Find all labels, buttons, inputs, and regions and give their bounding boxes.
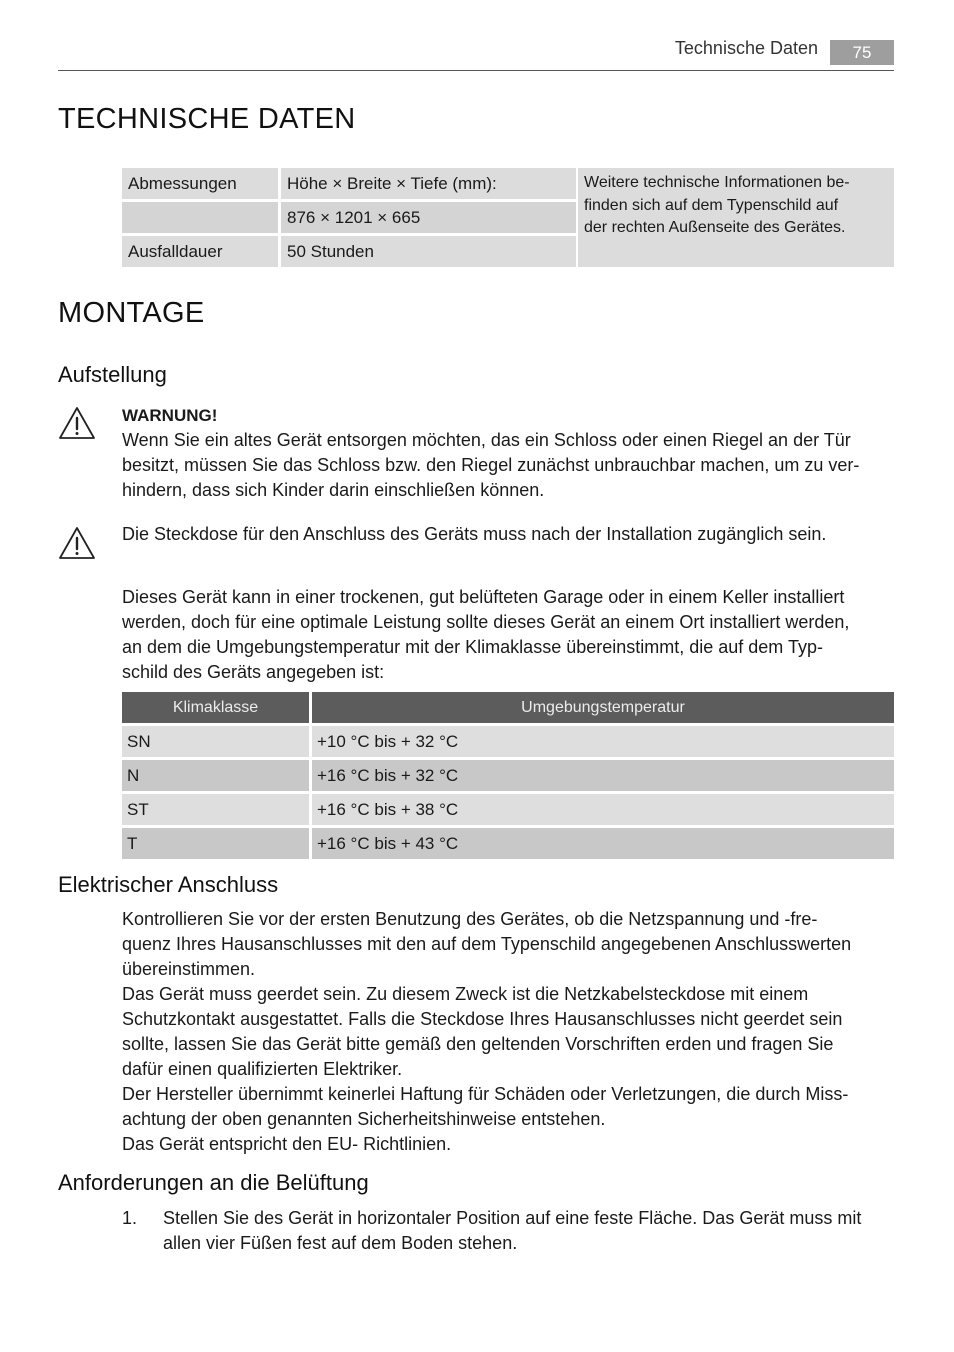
tech-row-label: Ausfalldauer	[122, 236, 278, 267]
warning-line: Wenn Sie ein altes Gerät entsorgen möchten, das ein Schloss oder einen Riegel an der Tür	[122, 430, 851, 450]
tech-row-value: Höhe × Breite × Tiefe (mm):	[281, 168, 576, 199]
intro-line: schild des Geräts angegeben ist:	[122, 662, 385, 682]
section-heading-technische-daten: TECHNISCHE DATEN	[58, 103, 356, 135]
warning-triangle-icon	[58, 406, 96, 440]
caution-text: Die Steckdose für den Anschluss des Geräts muss nach der Installation zugänglich sein.	[122, 524, 827, 544]
climate-class-cell: ST	[122, 794, 309, 825]
electrical-line: übereinstimmen.	[122, 959, 256, 979]
installation-intro	[122, 585, 897, 685]
climate-class-cell: T	[122, 828, 309, 859]
subsection-heading-belueftung: Anforderungen an die Belüftung	[58, 1170, 369, 1195]
tech-note-line: der rechten Außenseite des Gerätes.	[584, 219, 846, 236]
electrical-text	[122, 907, 897, 1157]
temperature-cell: +16 °C bis + 32 °C	[312, 760, 894, 791]
warning-line: besitzt, müssen Sie das Schloss bzw. den Riegel zunächst unbrauchbar machen, um zu ver-	[122, 455, 860, 475]
tech-row-label	[122, 202, 278, 233]
temperature-cell: +10 °C bis + 32 °C	[312, 726, 894, 757]
table-header-umgebungstemperatur: Umgebungstemperatur	[312, 692, 894, 723]
tech-note-line: Weitere technische Informationen be-	[584, 174, 850, 191]
electrical-line: dafür einen qualifizierten Elektriker.	[122, 1059, 403, 1079]
temperature-cell: +16 °C bis + 43 °C	[312, 828, 894, 859]
table-header-klimaklasse: Klimaklasse	[122, 692, 309, 723]
running-header-title: Technische Daten	[674, 38, 818, 58]
electrical-line: Der Hersteller übernimmt keinerlei Haftung für Schäden oder Verletzungen, die durch Miss-	[122, 1084, 849, 1104]
electrical-line: achtung der oben genannten Sicherheitshinweise entstehen.	[122, 1109, 606, 1129]
warning-block	[122, 403, 897, 503]
climate-class-cell: SN	[122, 726, 309, 757]
tech-row-value: 50 Stunden	[281, 236, 576, 267]
intro-line: Dieses Gerät kann in einer trockenen, gut belüfteten Garage oder in einem Keller installiert	[122, 587, 845, 607]
tech-note-line: finden sich auf dem Typenschild auf	[584, 196, 839, 214]
list-item-number: 1.	[122, 1208, 138, 1228]
list-item-line: Stellen Sie des Gerät in horizontaler Position auf eine feste Fläche. Das Gerät muss mit	[163, 1208, 862, 1228]
tech-row-label: Abmessungen	[122, 168, 278, 199]
tech-row-value: 876 × 1201 × 665	[281, 202, 576, 233]
temperature-cell: +16 °C bis + 38 °C	[312, 794, 894, 825]
electrical-line: Kontrollieren Sie vor der ersten Benutzung des Gerätes, ob die Netzspannung und -fre-	[122, 909, 818, 929]
list-item-line: allen vier Füßen fest auf dem Boden stehen.	[163, 1233, 518, 1253]
intro-line: werden, doch für eine optimale Leistung sollte dieses Gerät an einem Ort installiert werden,	[122, 612, 850, 632]
electrical-line: sollte, lassen Sie das Gerät bitte gemäß den geltenden Vorschriften erden und fragen Sie	[122, 1034, 834, 1054]
subsection-heading-aufstellung: Aufstellung	[58, 362, 167, 387]
electrical-line: Das Gerät entspricht den EU- Richtlinien.	[122, 1134, 452, 1154]
caution-triangle-icon	[58, 526, 96, 560]
header-rule	[58, 70, 894, 71]
list-item-text	[163, 1206, 897, 1256]
electrical-line: Das Gerät muss geerdet sein. Zu diesem Zweck ist die Netzkabelsteckdose mit einem	[122, 984, 809, 1004]
electrical-line: Schutzkontakt ausgestattet. Falls die Steckdose Ihres Hausanschlusses nicht geerdet sein	[122, 1009, 843, 1029]
page-number: 75	[830, 40, 894, 65]
subsection-heading-elektrischer-anschluss: Elektrischer Anschluss	[58, 872, 279, 897]
electrical-line: quenz Ihres Hausanschlusses mit den auf dem Typenschild angegebenen Anschlusswerten	[122, 934, 852, 954]
warning-line: hindern, dass sich Kinder darin einschließen können.	[122, 480, 545, 500]
tech-note	[578, 168, 894, 267]
warning-title: WARNUNG!	[122, 406, 218, 425]
intro-line: an dem die Umgebungstemperatur mit der Klimaklasse übereinstimmt, die auf dem Typ-	[122, 637, 823, 657]
section-heading-montage: MONTAGE	[58, 297, 205, 329]
climate-class-cell: N	[122, 760, 309, 791]
